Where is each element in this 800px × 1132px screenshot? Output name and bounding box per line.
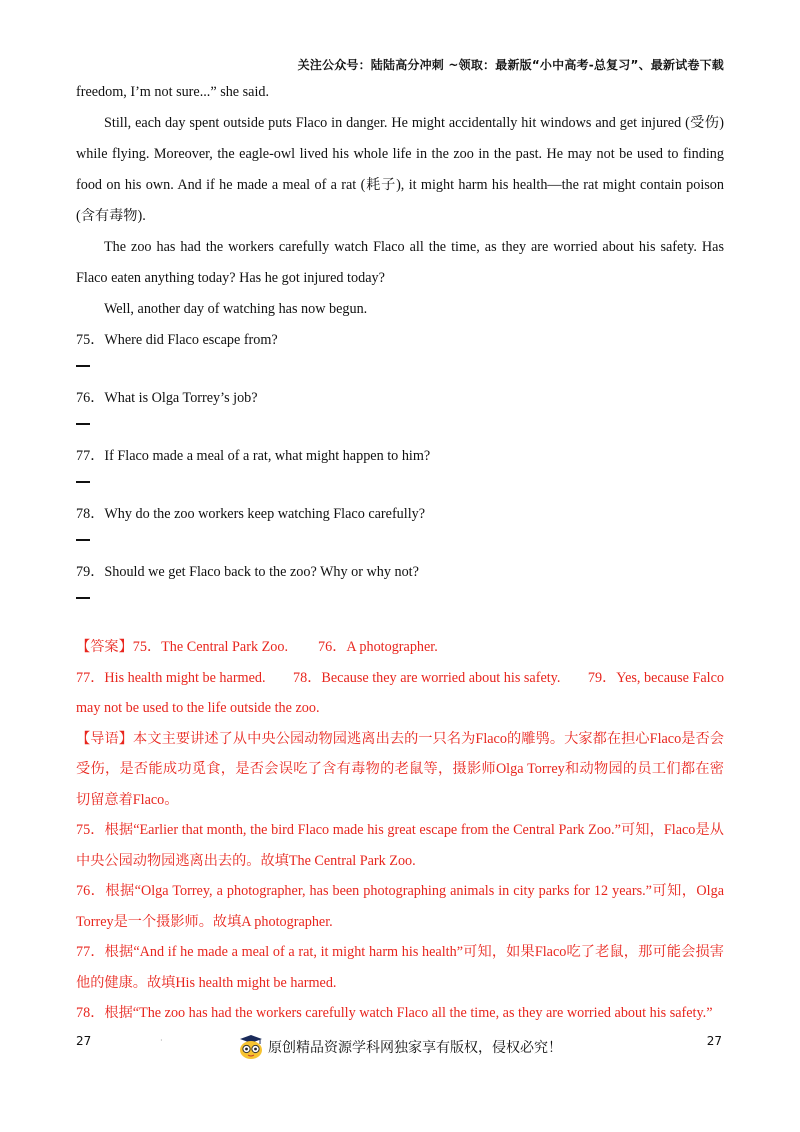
answer-blank[interactable] <box>76 414 724 441</box>
answer-line <box>76 663 724 694</box>
page-header: 关注公众号：陆陆高分冲刺 ~领取：最新版“小中高考-总复习”、最新试卷下载 <box>297 58 724 72</box>
explanation-78: 78．根据“The zoo has had the workers carefully watch Flaco all the time, as they are worried about his safety.” <box>76 1005 713 1021</box>
answer-blank[interactable] <box>76 356 724 383</box>
passage-paragraph: Still, each day spent outside puts Flaco in danger. He might accidentally hit windows and get injured (受伤) while flying. Moreover, the eagle-owl lived his whole life in the zoo in the past. He may not be used to finding food on his own. And if he made a meal of a rat (耗子), it might harm his health—the rat might contain poison (含有毒物). <box>76 115 724 224</box>
blank-line <box>76 597 90 599</box>
blank-line <box>76 481 90 483</box>
passage-paragraph: Well, another day of watching has now begun. <box>104 301 368 317</box>
question-79: 79．Should we get Flaco back to the zoo? Why or why not? <box>76 564 419 580</box>
copyright-notice <box>238 1034 562 1060</box>
passage-paragraph: The zoo has had the workers carefully watch Flaco all the time, as they are worried about his safety. Has Flaco eaten anything today? Has he got injured today? <box>76 239 724 286</box>
blank-line <box>76 365 90 367</box>
explanation-76: 76．根据“Olga Torrey, a photographer, has been photographing animals in city parks for 12 years.”可知，Olga Torrey是一个摄影师。故填A photographer. <box>76 883 724 930</box>
explanation-77: 77．根据“And if he made a meal of a rat, it might harm his health”可知，如果Flaco吃了老鼠，那可能会损害他的健康。故填His health might be harmed. <box>76 944 724 991</box>
question-78: 78．Why do the zoo workers keep watching Flaco carefully? <box>76 506 426 522</box>
blank-line <box>76 423 90 425</box>
passage-paragraph: freedom, I’m not sure...” she said. <box>76 84 270 100</box>
explanation-75: 75．根据“Earlier that month, the bird Flaco made his great escape from the Central Park Zoo.”可知，Flaco是从中央公园动物园逃离出去的。故填The Central Park Zoo. <box>76 822 724 869</box>
mascot-icon <box>238 1034 264 1060</box>
footer-dot: · <box>160 1036 163 1045</box>
page-number-left: 27 <box>76 1034 92 1048</box>
copyright-text: 原创精品资源学科网独家享有版权，侵权必究！ <box>268 1040 562 1056</box>
answer-section <box>76 632 724 1029</box>
answer-75: 【答案】75．The Central Park Zoo. <box>76 639 288 655</box>
page-number-right: 27 <box>706 1034 722 1048</box>
blank-line <box>76 539 90 541</box>
question-75: 75．Where did Flaco escape from? <box>76 332 278 348</box>
answer-blank[interactable] <box>76 588 724 615</box>
answer-line <box>76 632 724 663</box>
question-76: 76．What is Olga Torrey’s job? <box>76 390 258 406</box>
document-body <box>76 77 724 1029</box>
answer-79: 79．Yes, because Falco <box>587 669 724 686</box>
guide-text: 【导语】本文主要讲述了从中央公园动物园逃离出去的一只名为Flaco的雕鸮。大家都在担心Flaco是否会受伤，是否能成功觅食，是否会误吃了含有毒物的老鼠等，摄影师Olga Torrey和动物园的员工们都在密切留意着Flaco。 <box>76 730 724 808</box>
answer-77: 77．His health might be harmed. <box>76 669 266 686</box>
question-77: 77．If Flaco made a meal of a rat, what might happen to him? <box>76 448 431 464</box>
answer-76: 76．A photographer. <box>318 639 438 655</box>
answer-blank[interactable] <box>76 530 724 557</box>
answer-line: may not be used to the life outside the zoo. <box>76 700 320 716</box>
answer-blank[interactable] <box>76 472 724 499</box>
answer-78: 78．Because they are worried about his safety. <box>293 669 561 686</box>
